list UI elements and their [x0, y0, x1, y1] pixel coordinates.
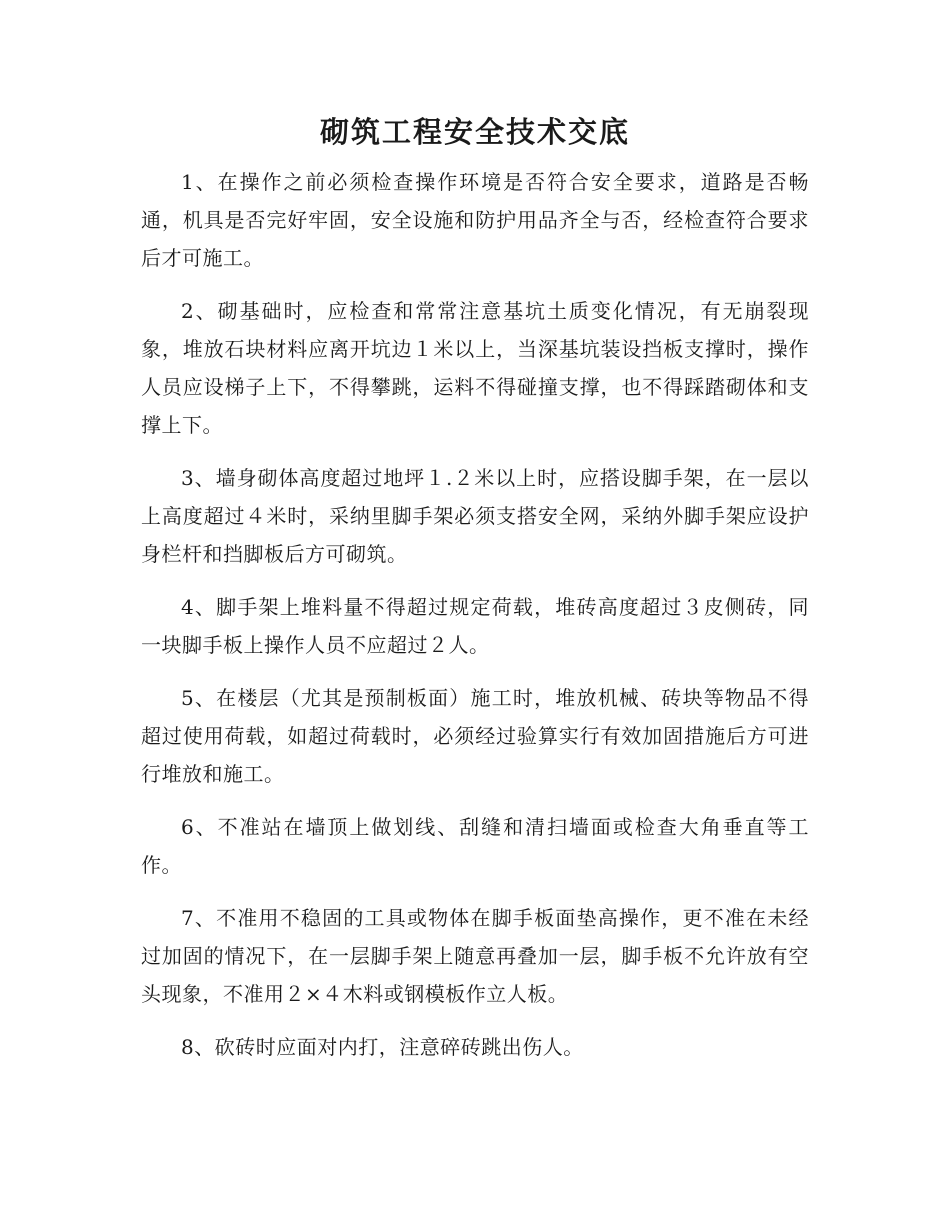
paragraph-2: 2、砌基础时，应检查和常常注意基坑土质变化情况，有无崩裂现象，堆放石块材料应离开坑边１米以上，当深基坑装设挡板支撑时，操作人员应设梯子上下，不得攀跳，运料不得碰撞支撑，也不得踩踏砌体和支撑上下。 [141, 299, 809, 437]
document-body [141, 163, 809, 1081]
paragraph-6: 6、不准站在墙顶上做划线、刮缝和清扫墙面或检查大角垂直等工作。 [141, 815, 809, 877]
paragraph-8: 8、砍砖时应面对内打，注意碎砖跳出伤人。 [181, 1035, 584, 1059]
document-title: 砌筑工程安全技术交底 [319, 115, 630, 149]
paragraph-1: 1、在操作之前必须检查操作环境是否符合安全要求，道路是否畅通，机具是否完好牢固，安全设施和防护用品齐全与否，经检查符合要求后才可施工。 [141, 170, 809, 270]
paragraph-5: 5、在楼层（尤其是预制板面）施工时，堆放机械、砖块等物品不得超过使用荷载，如超过荷载时，必须经过验算实行有效加固措施后方可进行堆放和施工。 [141, 686, 809, 786]
paragraph-4: 4、脚手架上堆料量不得超过规定荷载，堆砖高度超过３皮侧砖，同一块脚手板上操作人员不应超过２人。 [141, 595, 809, 657]
paragraph-7: 7、不准用不稳固的工具或物体在脚手板面垫高操作，更不准在未经过加固的情况下，在一层脚手架上随意再叠加一层，脚手板不允许放有空头现象，不准用２×４木料或钢模板作立人板。 [141, 906, 809, 1006]
paragraph-3: 3、墙身砌体高度超过地坪１.２米以上时，应搭设脚手架，在一层以上高度超过４米时，采纳里脚手架必须支搭安全网，采纳外脚手架应设护身栏杆和挡脚板后方可砌筑。 [141, 466, 809, 566]
